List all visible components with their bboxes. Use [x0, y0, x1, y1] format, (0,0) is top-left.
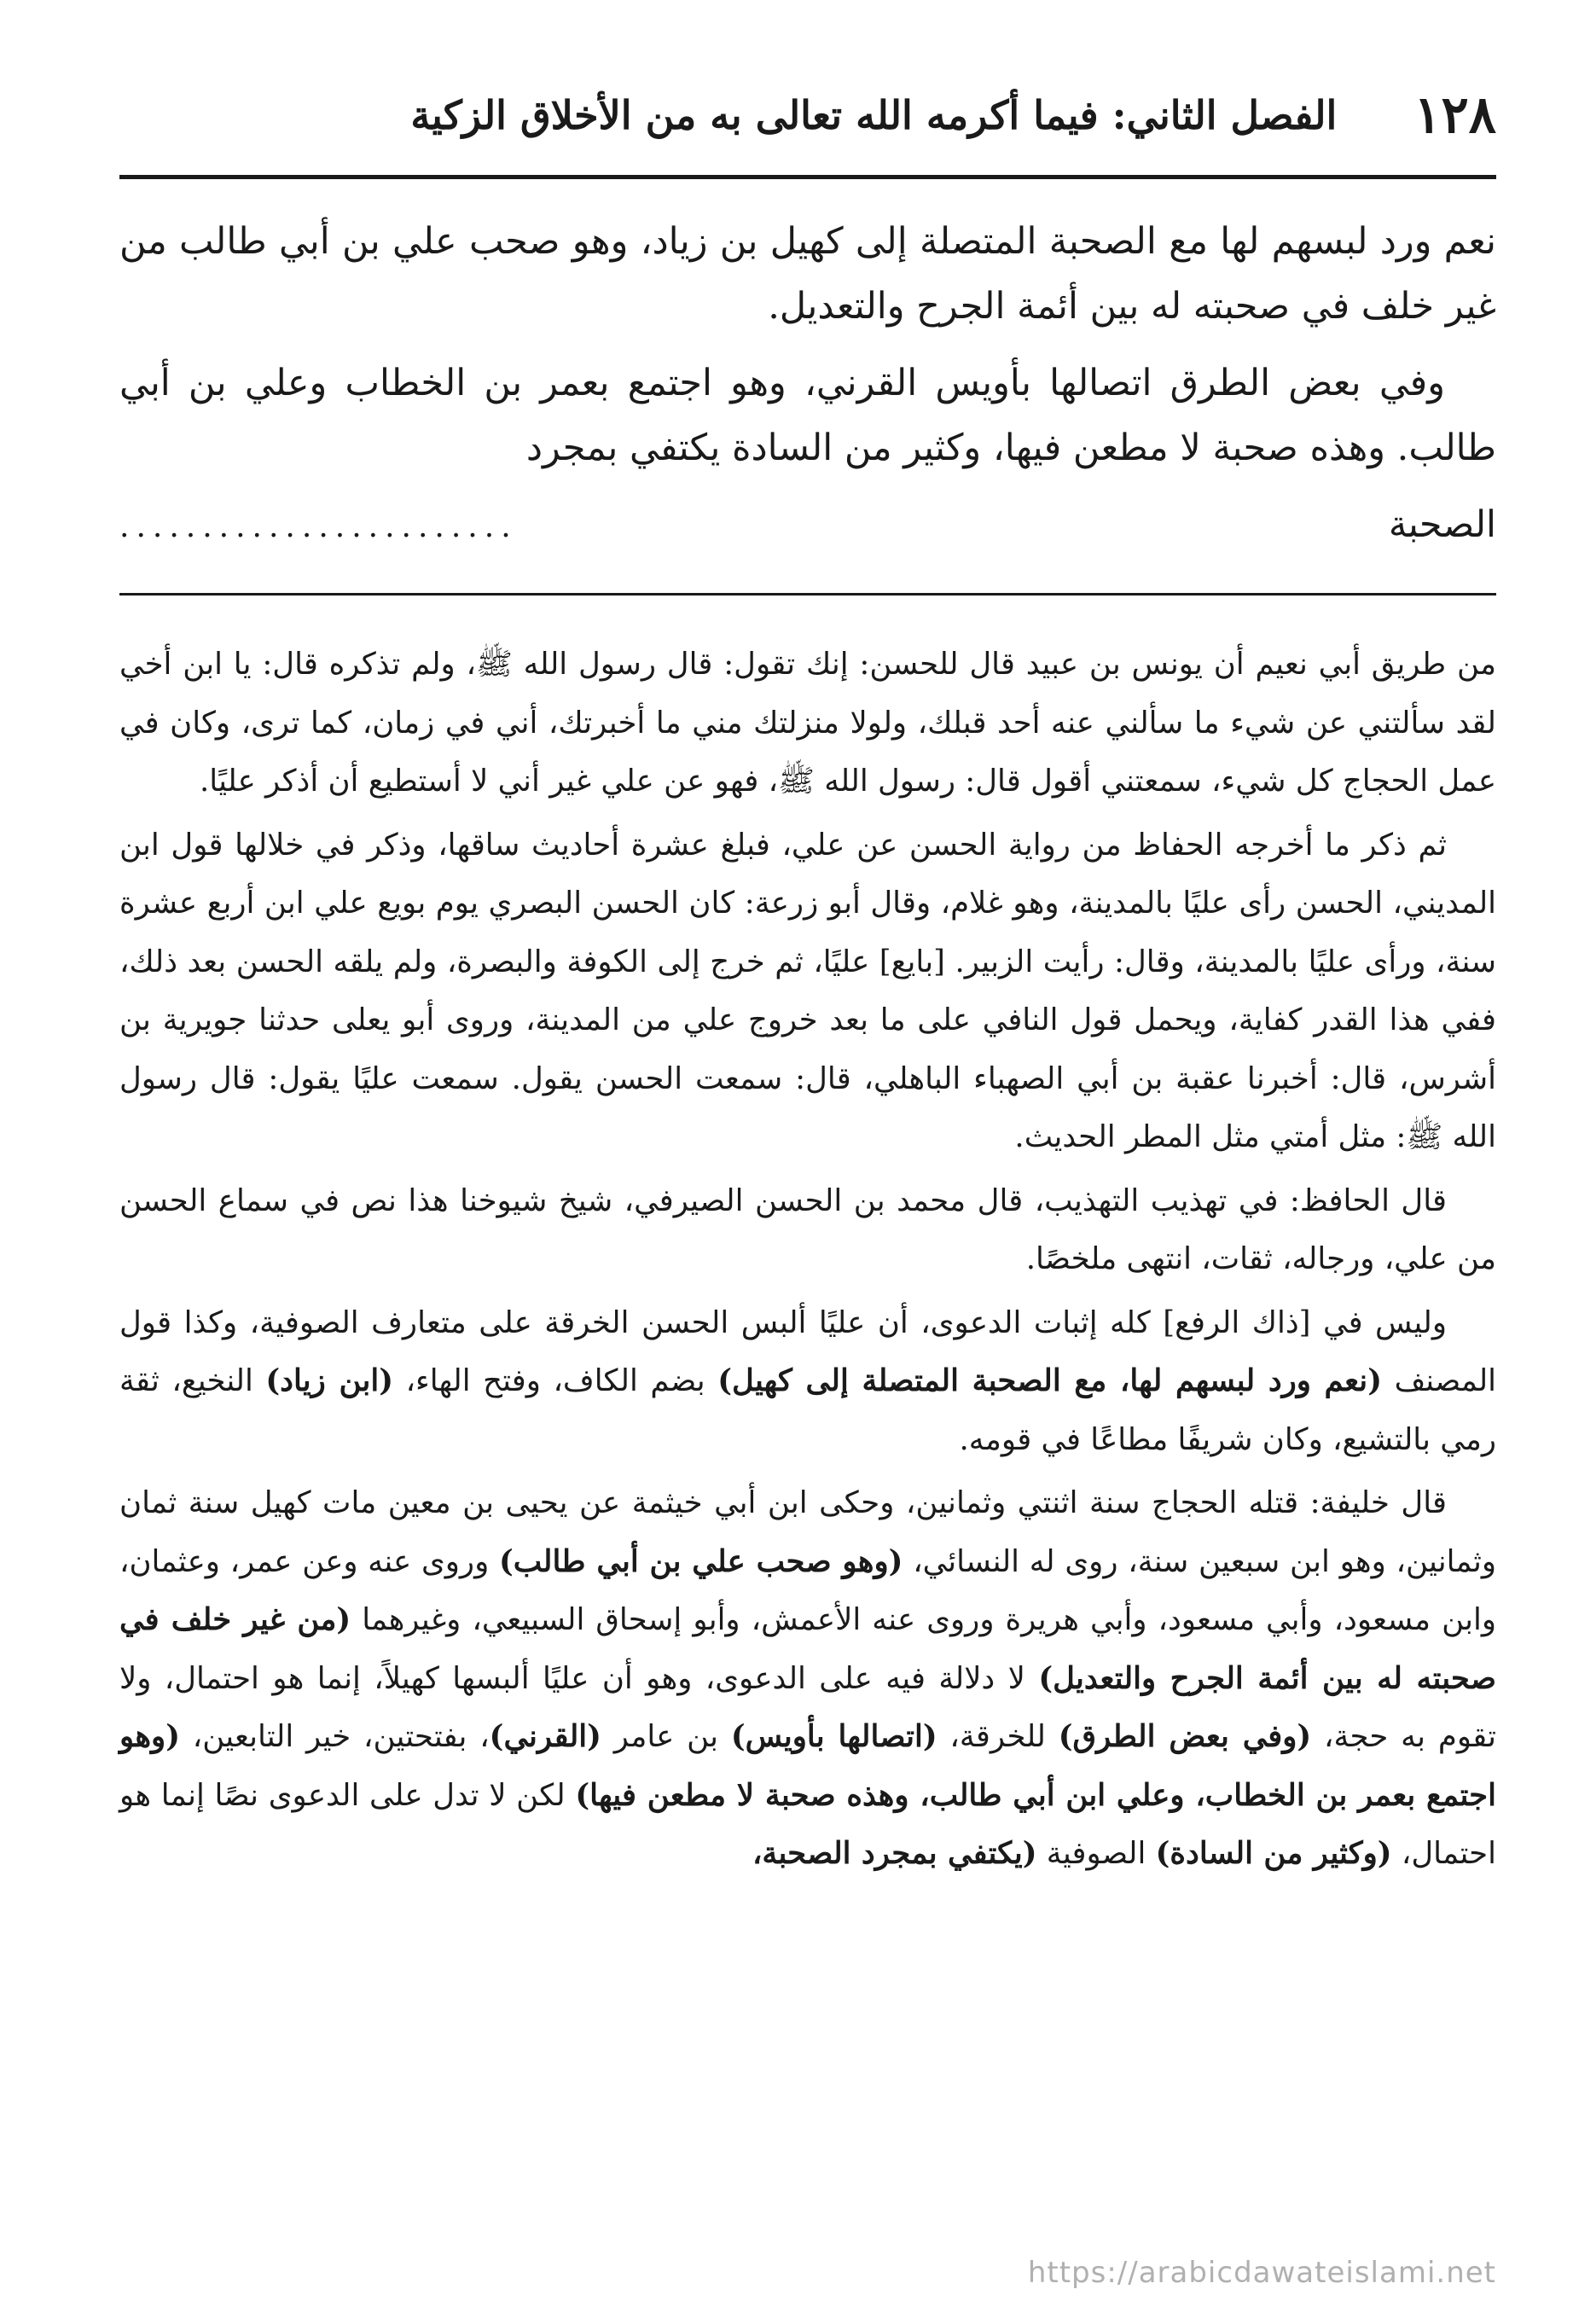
quoted-matn: (القرني) [489, 1719, 601, 1754]
main-paragraph: نعم ورد لبسهم لها مع الصحبة المتصلة إلى كهيل بن زياد، وهو صحب علي بن أبي طالب من غير خلف في صحبته له بين أئمة الجرح والتعديل. [119, 220, 1496, 328]
quoted-matn: (وفي بعض الطرق) [1058, 1719, 1312, 1754]
commentary-paragraph: قال الحافظ: في تهذيب التهذيب، قال محمد بن الحسن الصيرفي، شيخ شيوخنا هذا نص في سماع الحسن من علي، ورجاله، ثقات، انتهى ملخصًا. [119, 1182, 1496, 1276]
main-text [119, 209, 1496, 572]
quoted-matn: (يكتفي بمجرد الصحبة، [752, 1836, 1037, 1871]
commentary-text-run: ، بفتحتين، خير التابعين، [180, 1719, 490, 1754]
quoted-matn: (من غير خلف في صحبته له بين أئمة الجرح والتعديل) [119, 1602, 1496, 1696]
commentary-text [119, 636, 1496, 1889]
commentary-text-run: الصوفية [1036, 1836, 1156, 1871]
running-title: الفصل الثاني: فيما أكرمه الله تعالى به من الأخلاق الزكية [410, 92, 1338, 138]
quoted-matn: (ابن زياد) [265, 1363, 394, 1398]
quoted-matn: (اتصالها بأويس) [730, 1719, 937, 1754]
quoted-matn: (وكثير من السادة) [1155, 1836, 1392, 1871]
separator-rule [119, 593, 1496, 596]
quoted-matn: (نعم ورد لبسهم لها، مع الصحبة المتصلة إلى كهيل) [717, 1363, 1382, 1398]
page-header [119, 77, 1496, 154]
commentary-text-run: لكن لا تدل على الدعوى نصًا إنما هو احتمال، [119, 1777, 1496, 1871]
commentary-text-run: وروى عنه وعن عمر، وعثمان، وابن مسعود، وأبي مسعود، وأبي هريرة وروى عنه الأعمش، وأبو إسحاق السبيعي، وغيرهما [119, 1543, 1496, 1637]
main-paragraph-continued [119, 492, 1496, 560]
main-paragraph: وفي بعض الطرق اتصالها بأويس القرني، وهو اجتمع بعمر بن الخطاب وعلي بن أبي طالب. وهذه صحبة لا مطعن فيها، وكثير من السادة يكتفي بمجرد [119, 362, 1496, 469]
commentary-paragraph: ثم ذكر ما أخرجه الحفاظ من رواية الحسن عن علي، فبلغ عشرة أحاديث ساقها، وذكر في خلالها قول ابن المديني، الحسن رأى عليًا بالمدينة، وهو غلام، وقال أبو زرعة: كان الحسن البصري يوم بويع علي ابن أربع عشرة سنة، ورأى عليًا بالمدينة، وقال: رأيت الزبير. [بايع] عليًا، ثم خرج إلى الكوفة والبصرة، ولم يلقه الحسن بعد ذلك، ففي هذا القدر كفاية، ويحمل قول النافي على ما بعد خروج علي من المدينة، وروى أبو يعلى حدثنا جويرية بن أشرس، قال: أخبرنا عقبة بن أبي الصهباء الباهلي، قال: سمعت الحسن يقول. سمعت عليًا يقول: قال رسول الله ﷺ: مثل أمتي مثل المطر الحديث. [119, 827, 1496, 1154]
commentary-text-run: قال خليفة: قتله الحجاج سنة اثنتي وثمانين، وحكى ابن أبي خيثمة عن يحيى بن معين مات كهيل سنة ثمان وثمانين، وهو ابن سبعين سنة، روى له النسائي، [119, 1485, 1496, 1579]
page-number: ١٢٨ [1413, 85, 1496, 145]
source-watermark: https://arabicdawateislami.net [1027, 2256, 1496, 2290]
commentary-text-run: وليس في [ذاك الرفع] كله إثبات الدعوى، أن عليًا ألبس الحسن الخرقة على متعارف الصوفية، وكذا قول المصنف [119, 1304, 1497, 1398]
commentary-text-run: لا دلالة فيه على الدعوى، وهو أن عليًا ألبسها كهيلاً، إنما هو احتمال، ولا تقوم به حجة، [119, 1660, 1497, 1754]
commentary-paragraph: من طريق أبي نعيم أن يونس بن عبيد قال للحسن: إنك تقول: قال رسول الله ﷺ، ولم تذكره قال: يا ابن أخي لقد سألتني عن شيء ما سألني عنه أحد قبلك، ولولا منزلتك مني ما أخبرتك، أني في زمان، كما ترى، وكان في عمل الحجاج كل شيء، سمعتني أقول قال: رسول الله ﷺ، فهو عن علي غير أني لا أستطيع أن أذكر عليًا. [119, 647, 1496, 799]
commentary-paragraph [119, 1294, 1496, 1470]
continued-word: الصحبة [1388, 503, 1496, 546]
quoted-matn: (وهو صحب علي بن أبي طالب) [499, 1543, 903, 1579]
commentary-text-run: للخرقة، [937, 1719, 1059, 1754]
continuation-dots: ........................ [119, 509, 518, 544]
commentary-text-run: بضم الكاف، وفتح الهاء، [393, 1363, 718, 1398]
commentary-paragraph [119, 1474, 1496, 1884]
commentary-text-run: بن عامر [601, 1719, 731, 1754]
header-rule [119, 175, 1496, 179]
commentary-text-run: النخيع، ثقة رمي بالتشيع، وكان شريفًا مطاعًا في قومه. [119, 1363, 1496, 1457]
quoted-matn: (وهو اجتمع بعمر بن الخطاب، وعلي ابن أبي طالب، وهذه صحبة لا مطعن فيها) [119, 1719, 1496, 1813]
